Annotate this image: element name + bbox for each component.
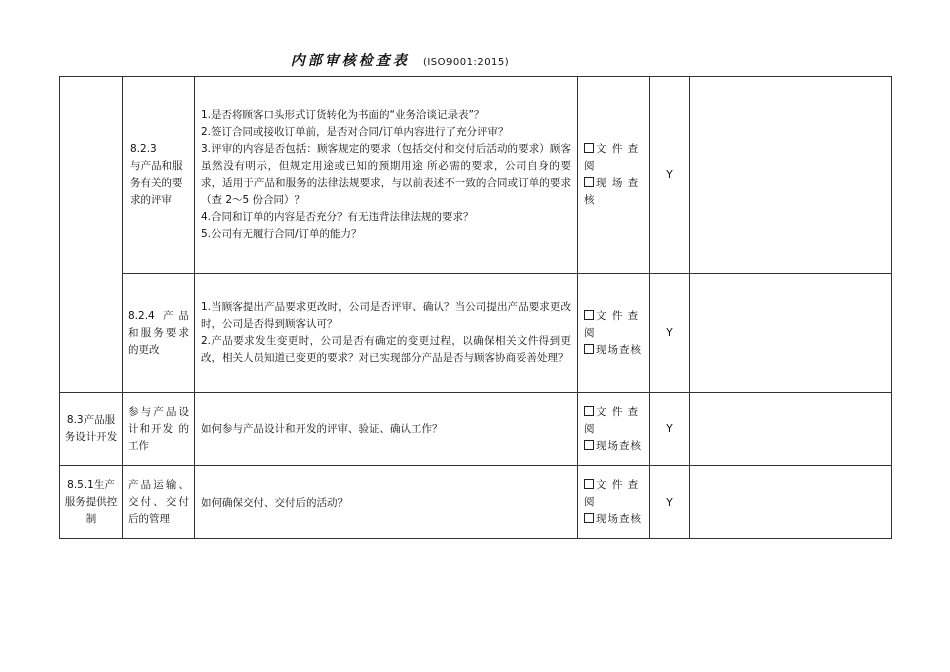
content-cell xyxy=(195,393,578,466)
result-cell xyxy=(650,274,690,393)
checkbox-icon[interactable] xyxy=(584,406,594,416)
item-text: 产品运输、交付、交付后的管理 xyxy=(128,479,189,525)
method-option[interactable]: 文 件 查阅 xyxy=(584,309,640,339)
method-cell xyxy=(578,393,650,466)
standard-label: (ISO9001:2015) xyxy=(422,57,510,68)
method-cell xyxy=(578,274,650,393)
checkbox-icon[interactable] xyxy=(584,440,594,450)
item-text: 8.2.3 与产品和服务有关的要求的评审 xyxy=(130,143,183,206)
question-line: 如何确保交付、交付后的活动？ xyxy=(201,496,348,509)
clause-cell xyxy=(60,466,123,539)
checkbox-icon[interactable] xyxy=(584,177,594,187)
clause-cell xyxy=(60,77,123,393)
question-line: 5.公司有无履行合同/订单的能力？ xyxy=(201,228,362,240)
checkbox-icon[interactable] xyxy=(584,513,594,523)
question-line: 1.当顾客提出产品要求更改时，公司是否评审、确认？当公司提出产品要求更改时，公司是否得到顾客认可？ xyxy=(201,301,571,330)
checkbox-icon[interactable] xyxy=(584,344,594,354)
table-row xyxy=(60,466,892,539)
title-text: 内部审核检查表 xyxy=(290,53,410,69)
clause-cell xyxy=(60,393,123,466)
content-cell xyxy=(195,77,578,274)
question-line: 4.合同和订单的内容是否充分？有无违背法律法规的要求？ xyxy=(201,211,474,223)
clause-text: 8.5.1生产服务提供控制 xyxy=(64,479,118,525)
method-option[interactable]: 现场查核 xyxy=(584,511,643,528)
table-row xyxy=(60,77,892,274)
question-line: 2.签订合同或接收订单前，是否对合同/订单内容进行了充分评审？ xyxy=(201,126,509,138)
result-cell xyxy=(650,77,690,274)
result-value: Y xyxy=(666,497,673,509)
question-line: 1.是否将顾客口头形式订货转化为书面的“业务洽谈记录表”？ xyxy=(201,109,485,121)
table-row xyxy=(60,393,892,466)
result-cell xyxy=(650,393,690,466)
item-text: 8.2.4 产品和服务要求的更改 xyxy=(128,309,189,356)
checkbox-icon[interactable] xyxy=(584,310,594,320)
question-line: 3.评审的内容是否包括：顾客规定的要求（包括交付和交付后活动的要求）顾客虽然没有明示，但规定用途或已知的预期用途 所必需的要求，公司自身的要求，适用于产品和服务的法律法规要求，与以前表述不一致的合同或订单的要求（查 2～5 份合同）？ xyxy=(201,143,571,206)
result-value: Y xyxy=(666,326,673,339)
document-title xyxy=(0,50,800,70)
method-option[interactable]: 文 件 查阅 xyxy=(584,405,640,435)
content-cell xyxy=(195,466,578,539)
question-line: 如何参与产品设计和开发的评审、验证、确认工作？ xyxy=(201,422,443,435)
item-cell xyxy=(123,466,195,539)
table-row xyxy=(60,274,892,393)
remark-cell xyxy=(690,466,892,539)
method-option[interactable]: 现 场 查核 xyxy=(584,177,640,206)
checkbox-icon[interactable] xyxy=(584,143,594,153)
result-value: Y xyxy=(666,168,673,181)
item-cell xyxy=(123,77,195,274)
question-line: 2.产品要求发生变更时，公司是否有确定的变更过程，以确保相关文件得到更改，相关人员知道已变更的要求？对已实现部分产品是否与顾客协商妥善处理？ xyxy=(201,335,571,364)
method-cell xyxy=(578,466,650,539)
item-cell xyxy=(123,393,195,466)
clause-text: 8.3产品服务设计开发 xyxy=(64,414,118,443)
method-option[interactable]: 现场查核 xyxy=(584,342,643,359)
method-option[interactable]: 文 件 查阅 xyxy=(584,143,640,172)
remark-cell xyxy=(690,274,892,393)
method-cell xyxy=(578,77,650,274)
checkbox-icon[interactable] xyxy=(584,479,594,489)
content-cell xyxy=(195,274,578,393)
remark-cell xyxy=(690,77,892,274)
item-cell xyxy=(123,274,195,393)
remark-cell xyxy=(690,393,892,466)
method-option[interactable]: 现场查核 xyxy=(584,438,643,455)
item-text: 参与产品设计和开发 的工作 xyxy=(128,405,189,452)
result-value: Y xyxy=(666,422,673,435)
method-option[interactable]: 文 件 查阅 xyxy=(584,478,640,508)
checklist-table xyxy=(59,76,892,539)
result-cell xyxy=(650,466,690,539)
